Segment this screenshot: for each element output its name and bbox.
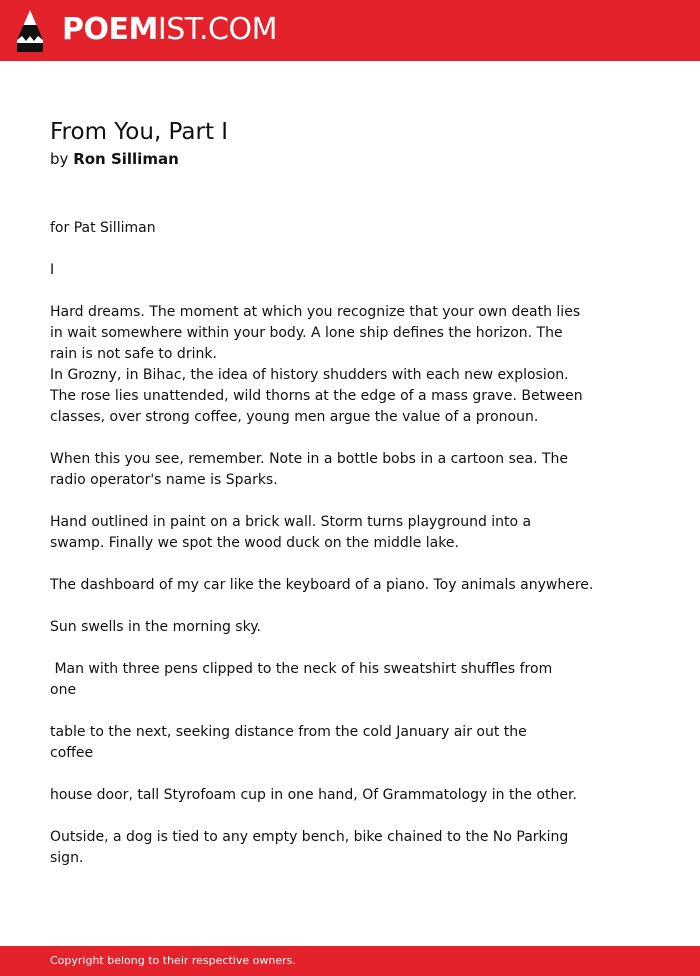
logo-text-light: IST.COM [157, 12, 277, 47]
stanza-break [50, 491, 650, 512]
site-logo[interactable] [62, 12, 277, 48]
copyright-notice: Copyright belong to their respective owners. [50, 954, 296, 967]
poem-line: The dashboard of my car like the keyboard of a piano. Toy animals anywhere. [50, 577, 594, 593]
poem-line: sign. [50, 850, 84, 866]
stanza-break [50, 701, 650, 722]
poem-line: Hand outlined in paint on a brick wall. Storm turns playground into a [50, 514, 532, 530]
byline [50, 149, 179, 169]
poem-line: in wait somewhere within your body. A lone ship defines the horizon. The [50, 325, 563, 341]
poem-line: swamp. Finally we spot the wood duck on the middle lake. [50, 535, 459, 551]
logo-text-bold: POEM [62, 12, 158, 47]
poem-line: one [50, 682, 77, 698]
site-footer [0, 946, 700, 976]
poem-line: Man with three pens clipped to the neck of his sweatshirt shuffles from [50, 661, 553, 677]
stanza-break [50, 239, 650, 260]
poem-line: classes, over strong coffee, young men argue the value of a pronoun. [50, 409, 539, 425]
by-label: by [50, 150, 69, 168]
poem-line: When this you see, remember. Note in a bottle bobs in a cartoon sea. The [50, 451, 569, 467]
poem-line: Hard dreams. The moment at which you recognize that your own death lies [50, 304, 581, 320]
poem-line: Outside, a dog is tied to any empty bench, bike chained to the No Parking [50, 829, 569, 845]
stanza-break [50, 806, 650, 827]
poem-line: I [50, 262, 55, 278]
author-name: Ron Silliman [73, 150, 179, 168]
poem-line: coffee [50, 745, 94, 761]
poem-line: Sun swells in the morning sky. [50, 619, 261, 635]
poem-title: From You, Part I [50, 119, 229, 145]
stanza-break [50, 764, 650, 785]
stanza-break [50, 638, 650, 659]
stanza-break [50, 281, 650, 302]
pencil-tip-icon [17, 10, 43, 52]
site-header [0, 0, 700, 61]
stanza-break [50, 428, 650, 449]
poem-line: for Pat Silliman [50, 220, 156, 236]
poem-body [50, 218, 650, 869]
stanza-break [50, 596, 650, 617]
poem-line: table to the next, seeking distance from the cold January air out the [50, 724, 527, 740]
poem-line: The rose lies unattended, wild thorns at the edge of a mass grave. Between [50, 388, 583, 404]
stanza-break [50, 554, 650, 575]
poem-line: radio operator's name is Sparks. [50, 472, 278, 488]
poem-line: rain is not safe to drink. [50, 346, 217, 362]
poem-line: house door, tall Styrofoam cup in one hand, Of Grammatology in the other. [50, 787, 577, 803]
poem-line: In Grozny, in Bihac, the idea of history shudders with each new explosion. [50, 367, 569, 383]
